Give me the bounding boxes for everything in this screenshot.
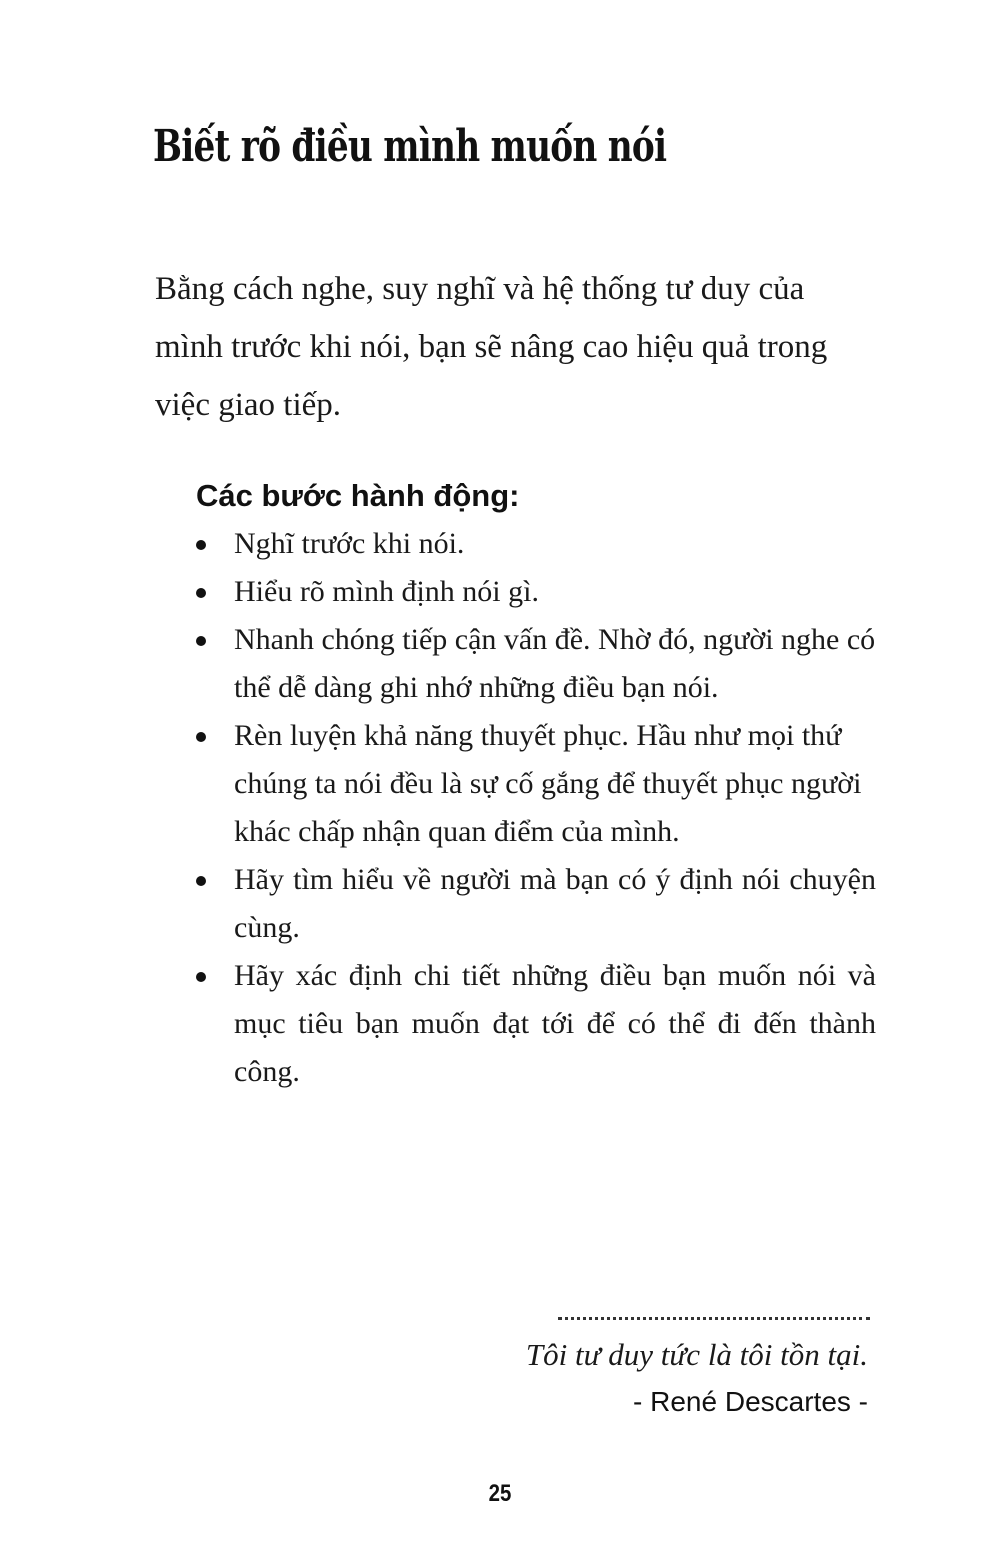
quote-text: Tôi tư duy tức là tôi tồn tại.: [525, 1337, 868, 1372]
lead-paragraph: Bằng cách nghe, suy nghĩ và hệ thống tư duy của mình trước khi nói, bạn sẽ nâng cao hiệu quả trong việc giao tiếp.: [155, 271, 828, 423]
list-item-text: Hãy tìm hiểu về người mà bạn có ý định nói chuyện cùng.: [234, 863, 876, 944]
list-item: [196, 712, 876, 856]
bullet-icon: [196, 636, 206, 646]
list-item: [196, 520, 876, 568]
list-item-text: Nhanh chóng tiếp cận vấn đề. Nhờ đó, người nghe có thể dễ dàng ghi nhớ những điều bạn nói.: [234, 623, 876, 704]
steps-list: [196, 520, 876, 1096]
list-item-text: Hãy xác định chi tiết những điều bạn muốn nói và mục tiêu bạn muốn đạt tới để có thể đi đến thành công.: [234, 959, 876, 1088]
list-item: [196, 568, 876, 616]
list-item: [196, 616, 876, 712]
list-item-text: Nghĩ trước khi nói.: [234, 527, 465, 560]
steps-heading: Các bước hành động:: [196, 478, 520, 513]
page-number: 25: [488, 1480, 512, 1507]
list-item: [196, 856, 876, 952]
list-item-text: Rèn luyện khả năng thuyết phục. Hầu như mọi thứ chúng ta nói đều là sự cố gắng để thuyết phục người khác chấp nhận quan điểm của mình.: [234, 719, 862, 848]
bullet-icon: [196, 732, 206, 742]
list-item: [196, 952, 876, 1096]
bullet-icon: [196, 588, 206, 598]
bullet-icon: [196, 540, 206, 550]
page-title: Biết rõ điều mình muốn nói: [153, 121, 667, 172]
quote-author: - René Descartes -: [633, 1386, 868, 1417]
bullet-icon: [196, 876, 206, 886]
list-item-text: Hiểu rõ mình định nói gì.: [234, 575, 539, 608]
quote-divider: [558, 1317, 870, 1320]
bullet-icon: [196, 972, 206, 982]
